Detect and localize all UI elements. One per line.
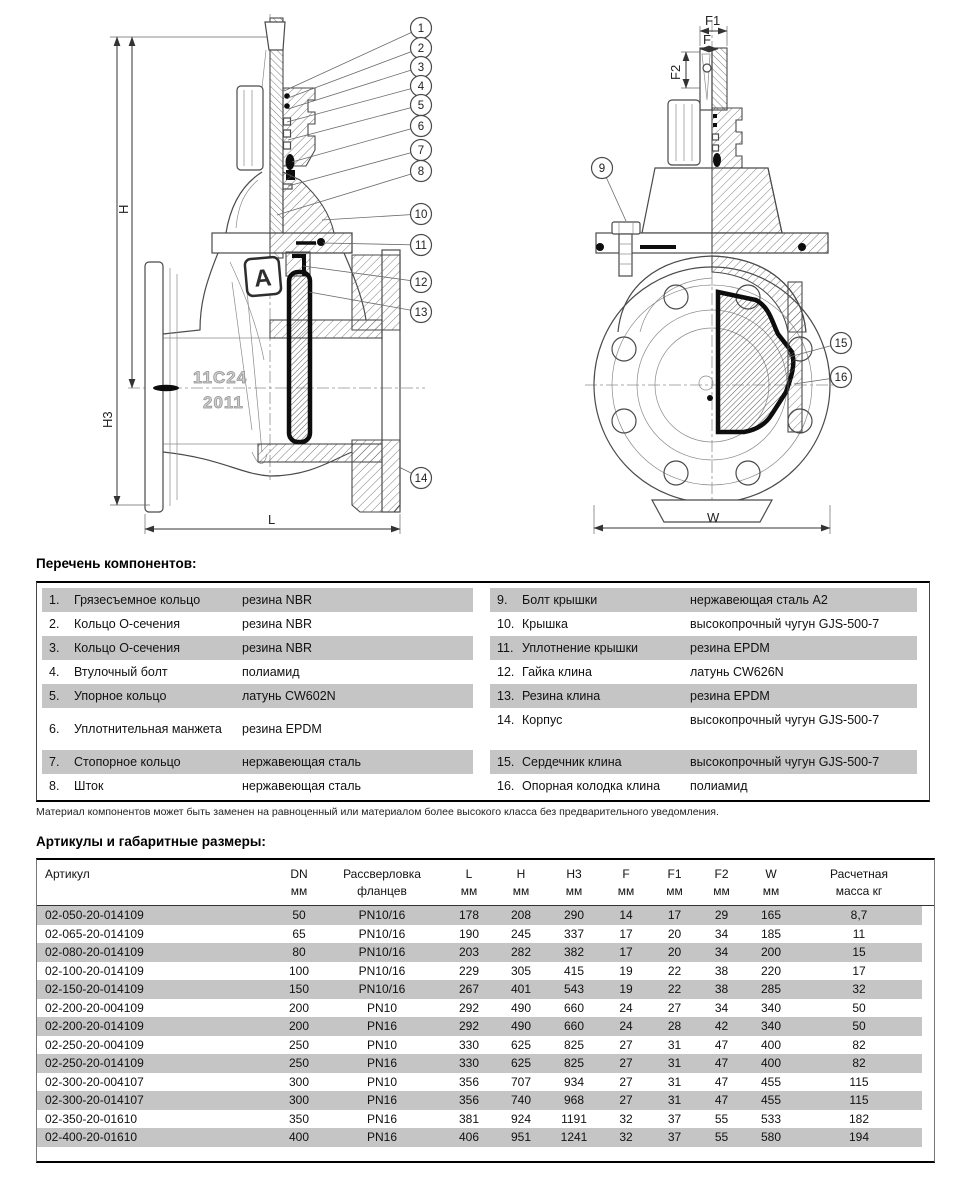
column-header-unit: мм [762, 884, 780, 898]
component-material: высокопрочный чугун GJS-500-7 [690, 713, 880, 727]
table-row [37, 999, 922, 1018]
table-cell: 337 [563, 926, 585, 941]
callout-number: 16 [834, 372, 848, 384]
component-row [490, 612, 917, 636]
stem-section [270, 18, 283, 258]
component-number: 6. [49, 722, 60, 736]
table-cell: 200 [288, 1019, 310, 1033]
dim-label-f2: F2 [668, 64, 683, 80]
side-view [100, 14, 432, 534]
component-material: нержавеющая сталь [242, 755, 362, 769]
component-row [42, 588, 473, 612]
table-cell: 28 [667, 1019, 682, 1033]
table-cell: 19 [619, 963, 633, 978]
component-material: полиамид [242, 665, 300, 679]
column-header: W [765, 867, 777, 881]
table-cell: 02-400-20-01610 [45, 1130, 138, 1144]
component-number: 4. [49, 665, 60, 679]
table-cell: PN16 [366, 1019, 398, 1033]
table-cell: 381 [458, 1111, 480, 1126]
table-cell: 80 [292, 945, 306, 959]
table-row [37, 1017, 922, 1036]
table-cell: 400 [760, 1056, 782, 1070]
callout-number: 5 [417, 100, 425, 112]
stem-flat [700, 48, 712, 110]
table-cell: PN16 [366, 1130, 398, 1144]
table-cell: 660 [563, 1019, 585, 1033]
table-cell: 1191 [561, 1111, 587, 1126]
table-cell: 02-050-20-014109 [45, 908, 144, 922]
table-cell: 50 [852, 1019, 866, 1033]
components-table [36, 581, 930, 802]
table-cell: 15 [852, 945, 866, 959]
component-material: высокопрочный чугун GJS-500-7 [690, 617, 880, 631]
table-cell: 02-350-20-01610 [45, 1111, 138, 1126]
component-number: 7. [49, 755, 60, 769]
table-cell: 34 [714, 926, 729, 941]
column-header-unit: мм [713, 884, 730, 898]
table-cell: 300 [288, 1074, 310, 1089]
table-cell: 203 [458, 945, 480, 959]
table-cell: 625 [510, 1037, 532, 1052]
component-number: 13. [497, 689, 515, 703]
table-cell: 194 [848, 1130, 870, 1144]
column-header: DN [290, 867, 308, 881]
table-cell: 490 [510, 1000, 532, 1015]
table-cell: PN16 [366, 1056, 398, 1070]
table-cell: 282 [510, 945, 532, 959]
flange-face-mark [153, 385, 179, 391]
component-name: Болт крышки [522, 593, 598, 607]
callout-number: 9 [598, 163, 606, 175]
gland-section [283, 88, 315, 166]
table-cell: 707 [510, 1074, 532, 1089]
table-cell: 740 [510, 1093, 532, 1107]
table-cell: 47 [714, 1093, 729, 1107]
column-header-unit: мм [666, 884, 683, 898]
svg-text:A: A [252, 264, 273, 293]
table-cell: 340 [760, 1000, 782, 1015]
component-name: Упорное кольцо [74, 689, 167, 703]
component-name: Кольцо О-сечения [74, 641, 180, 655]
cast-mark-line2: 2011 [203, 393, 244, 412]
stem-hole [703, 64, 711, 72]
component-row [42, 708, 473, 750]
component-material: латунь CW626N [690, 665, 784, 679]
component-material: высокопрочный чугун GJS-500-7 [690, 755, 880, 769]
component-row [42, 636, 473, 660]
table-row [37, 962, 922, 981]
component-name: Опорная колодка клина [522, 779, 661, 793]
dimensions-table-body [37, 906, 934, 1147]
column-header: Рассверловка [343, 867, 421, 881]
table-cell: 490 [510, 1019, 532, 1033]
callout-number: 13 [414, 307, 428, 319]
table-cell: 580 [760, 1130, 782, 1144]
component-name: Гайка клина [522, 665, 592, 679]
table-cell: 02-300-20-004107 [45, 1074, 144, 1089]
component-name: Уплотнение крышки [522, 641, 639, 655]
table-cell: 1241 [560, 1130, 588, 1144]
dim-label-f1: F1 [705, 13, 721, 28]
table-cell: 220 [760, 963, 782, 978]
table-row [37, 980, 922, 999]
callout-number: 14 [414, 473, 428, 485]
table-cell: PN10/16 [358, 945, 406, 959]
table-cell: 250 [288, 1056, 310, 1070]
table-cell: 37 [667, 1130, 682, 1144]
column-header-unit: мм [460, 884, 478, 898]
callout-number: 6 [417, 121, 425, 133]
column-header-unit: масса кг [835, 884, 883, 898]
table-cell: 24 [619, 1019, 633, 1033]
callout-number: 12 [414, 277, 428, 289]
component-material: резина EPDM [242, 722, 322, 736]
callout-number: 8 [417, 166, 425, 178]
table-cell: 22 [667, 982, 682, 996]
table-cell: 32 [619, 1130, 633, 1144]
table-cell: 406 [458, 1130, 480, 1144]
component-number: 5. [49, 689, 60, 703]
table-cell: 32 [852, 982, 866, 996]
component-number: 16. [497, 779, 515, 793]
dimensions-table [36, 858, 935, 1163]
column-header-unit: мм [617, 884, 635, 898]
table-row [37, 1128, 922, 1147]
table-cell: PN10 [366, 1074, 398, 1089]
component-number: 1. [49, 593, 60, 607]
table-cell: 02-100-20-014109 [45, 963, 144, 978]
table-cell: 02-300-20-014107 [45, 1093, 144, 1107]
table-cell: 356 [458, 1074, 480, 1089]
table-cell: 17 [852, 963, 866, 978]
callout-number: 4 [417, 81, 425, 93]
component-name: Крышка [522, 617, 568, 631]
table-row [37, 943, 922, 962]
table-cell: 17 [619, 926, 633, 941]
table-cell: 455 [760, 1074, 782, 1089]
component-number: 11. [497, 641, 514, 655]
table-cell: 229 [458, 963, 480, 978]
table-cell: 356 [458, 1093, 480, 1107]
column-header: H [516, 867, 526, 881]
dimensions-title: Артикулы и габаритные размеры: [36, 834, 266, 849]
table-cell: 100 [288, 963, 310, 978]
table-cell: 38 [714, 963, 729, 978]
table-cell: 02-250-20-004109 [45, 1037, 144, 1052]
table-cell: 42 [714, 1019, 729, 1033]
brand-logo [244, 257, 281, 297]
table-cell: PN10 [366, 1037, 398, 1052]
table-cell: 55 [714, 1130, 729, 1144]
table-cell: 190 [458, 926, 480, 941]
component-number: 2. [49, 617, 60, 631]
column-header: Расчетная [830, 867, 888, 881]
callout-number: 1 [417, 23, 425, 35]
table-cell: 27 [619, 1093, 633, 1107]
table-cell: 24 [619, 1000, 633, 1015]
callout-number: 3 [417, 62, 425, 74]
table-cell: 330 [458, 1056, 480, 1070]
table-cell: 267 [458, 982, 480, 996]
component-row [42, 660, 473, 684]
dim-label-w: W [707, 510, 720, 525]
table-cell: 02-250-20-014109 [45, 1056, 144, 1070]
component-name: Стопорное кольцо [74, 755, 181, 769]
column-header-unit: фланцев [357, 884, 407, 898]
callout-number: 2 [417, 43, 425, 55]
dim-label-l: L [268, 512, 276, 527]
table-cell: 625 [510, 1056, 532, 1070]
callout-leader [322, 214, 421, 220]
component-name: Корпус [522, 713, 563, 727]
table-cell: 415 [563, 963, 585, 978]
table-cell: 34 [714, 1000, 729, 1015]
component-name: Резина клина [522, 689, 601, 703]
table-cell: 11 [852, 926, 866, 941]
component-number: 10. [497, 617, 515, 631]
component-name: Кольцо О-сечения [74, 617, 180, 631]
column-header-unit: мм [512, 884, 530, 898]
table-cell: 31 [667, 1093, 682, 1107]
component-number: 9. [497, 593, 508, 607]
column-header: F2 [714, 867, 729, 881]
table-cell: 82 [852, 1037, 866, 1052]
gland-bushing-outside [237, 86, 263, 170]
table-cell: PN10/16 [358, 982, 406, 996]
component-number: 3. [49, 641, 60, 655]
component-name: Шток [74, 779, 104, 793]
component-material: латунь CW602N [242, 689, 336, 703]
table-cell: 401 [510, 982, 532, 996]
dim-label-f: F [703, 32, 711, 47]
table-row [37, 1036, 922, 1055]
wedge-rubber-profile [289, 272, 310, 442]
table-cell: 825 [563, 1037, 585, 1052]
table-cell: 8,7 [850, 908, 868, 922]
component-material: резина NBR [242, 641, 313, 655]
table-cell: 400 [288, 1130, 310, 1144]
table-cell: 340 [760, 1019, 782, 1033]
table-cell: 825 [563, 1056, 585, 1070]
table-cell: 285 [760, 982, 782, 996]
table-cell: 924 [510, 1111, 532, 1126]
table-cell: 02-065-20-014109 [45, 926, 144, 941]
component-material: нержавеющая сталь A2 [690, 593, 828, 607]
table-cell: 350 [288, 1111, 310, 1126]
table-cell: 50 [292, 908, 306, 922]
table-cell: 208 [510, 908, 532, 922]
table-row [37, 1110, 922, 1129]
table-cell: 50 [852, 1000, 866, 1015]
table-cell: 185 [760, 926, 782, 941]
table-cell: 47 [714, 1037, 729, 1052]
component-name: Втулочный болт [74, 665, 168, 679]
column-header: F [622, 867, 630, 881]
table-row [37, 925, 922, 944]
dim-label-h3: H3 [100, 411, 115, 428]
table-cell: 34 [714, 945, 729, 959]
table-cell: PN10/16 [358, 926, 406, 941]
component-row [490, 660, 917, 684]
table-cell: 31 [667, 1074, 682, 1089]
callout-leader [284, 28, 421, 91]
table-cell: 305 [510, 963, 532, 978]
component-name: Грязесъемное кольцо [74, 593, 201, 607]
table-cell: 27 [619, 1056, 633, 1070]
table-cell: PN10/16 [358, 908, 406, 922]
end-view [585, 13, 852, 534]
table-cell: PN10/16 [358, 963, 406, 978]
o-ring-2 [284, 103, 290, 109]
column-header: Артикул [45, 867, 90, 881]
table-cell: 38 [714, 982, 729, 996]
table-row [37, 1073, 922, 1092]
table-cell: 82 [852, 1056, 866, 1070]
bonnet-bolt-shaft [619, 234, 632, 276]
table-cell: 37 [667, 1111, 682, 1126]
column-spacer [490, 732, 917, 750]
table-cell: 32 [619, 1111, 633, 1126]
table-cell: 29 [714, 908, 729, 922]
table-cell: 27 [667, 1000, 682, 1015]
bonnet-section [283, 172, 334, 233]
table-cell: 934 [563, 1074, 585, 1089]
table-cell: 115 [849, 1074, 869, 1089]
table-cell: 400 [760, 1037, 782, 1052]
component-row [42, 774, 473, 798]
component-row [490, 708, 917, 732]
table-cell: 02-200-20-014109 [45, 1019, 144, 1033]
table-cell: 20 [667, 926, 682, 941]
table-cell: 543 [563, 982, 585, 996]
component-row [490, 750, 917, 774]
column-header: L [465, 867, 473, 881]
component-row [42, 684, 473, 708]
column-header-unit [37, 883, 277, 900]
component-row [490, 684, 917, 708]
table-cell: 02-080-20-014109 [45, 945, 144, 959]
table-cell: 660 [563, 1000, 585, 1015]
thrust-ring-3 [284, 142, 291, 149]
callout-number: 7 [417, 145, 425, 157]
table-cell: 200 [288, 1000, 310, 1015]
component-row [490, 774, 917, 798]
table-cell: 250 [288, 1037, 310, 1052]
table-cell: 17 [619, 945, 633, 959]
table-cell: 290 [563, 908, 585, 922]
dim-label-h: H [116, 204, 131, 214]
bonnet-gasket [317, 238, 325, 246]
table-cell: 533 [760, 1111, 782, 1126]
table-cell: PN16 [366, 1111, 398, 1126]
component-row [42, 612, 473, 636]
component-material: нержавеющая сталь [242, 779, 362, 793]
column-header-unit: мм [290, 884, 308, 898]
component-row [490, 636, 917, 660]
column-header-unit: мм [565, 884, 583, 898]
table-row [37, 906, 922, 925]
table-cell: 968 [563, 1093, 585, 1107]
table-cell: 27 [619, 1037, 633, 1052]
table-cell: 17 [667, 908, 682, 922]
valve-technical-drawing [0, 0, 960, 548]
component-material: резина EPDM [690, 641, 770, 655]
table-cell: 182 [848, 1111, 870, 1126]
component-name: Уплотнительная манжета [74, 722, 222, 736]
table-cell: 292 [458, 1000, 480, 1015]
table-cell: 55 [714, 1111, 729, 1126]
table-cell: 951 [510, 1130, 532, 1144]
component-number: 12. [497, 665, 515, 679]
table-cell: 292 [458, 1019, 480, 1033]
table-cell: 115 [849, 1093, 869, 1107]
table-cell: 02-200-20-004109 [45, 1000, 144, 1015]
table-cell: 245 [510, 926, 532, 941]
table-cell: 22 [667, 963, 682, 978]
table-cell: 20 [667, 945, 682, 959]
component-material: резина NBR [242, 617, 313, 631]
components-column-left [37, 588, 483, 800]
callout-number: 11 [415, 240, 427, 252]
table-cell: 330 [458, 1037, 480, 1052]
cast-mark-line1: 11C24 [193, 368, 248, 387]
table-cell: 31 [667, 1056, 682, 1070]
table-cell: 31 [667, 1037, 682, 1052]
component-row [490, 588, 917, 612]
table-cell: 47 [714, 1074, 729, 1089]
table-row [37, 1091, 922, 1110]
table-cell: 200 [760, 945, 782, 959]
component-material: резина EPDM [690, 689, 770, 703]
bonnet-bolt-head [612, 222, 640, 234]
table-cell: 382 [563, 945, 585, 959]
components-title: Перечень компонентов: [36, 556, 197, 571]
dimensions-table-header [37, 860, 934, 906]
table-cell: 65 [292, 926, 306, 941]
table-row [37, 1054, 922, 1073]
table-cell: 47 [714, 1056, 729, 1070]
component-material: резина NBR [242, 593, 313, 607]
component-number: 15. [497, 755, 515, 769]
table-cell: 165 [760, 908, 782, 922]
table-cell: 300 [288, 1093, 310, 1107]
column-header: F1 [667, 867, 682, 881]
table-cell: PN16 [366, 1093, 398, 1107]
thrust-ring-2 [284, 130, 291, 137]
stem-cap [265, 22, 285, 50]
component-name: Сердечник клина [522, 755, 622, 769]
materials-note: Материал компонентов может быть заменен на равноценный или материалом более высокого класса без предварительного уведомления. [36, 806, 719, 818]
table-cell: 455 [760, 1093, 782, 1107]
table-cell: 150 [288, 982, 310, 996]
component-number: 14. [497, 713, 515, 727]
callout-number: 10 [414, 209, 428, 221]
component-number: 8. [49, 779, 60, 793]
table-cell: PN10 [366, 1000, 398, 1015]
table-cell: 19 [619, 982, 633, 996]
table-cell: 02-150-20-014109 [45, 982, 144, 996]
callout-number: 15 [834, 338, 848, 350]
column-header: H3 [566, 867, 582, 881]
table-cell: 27 [619, 1074, 633, 1089]
component-material: полиамид [690, 779, 748, 793]
table-cell: 14 [619, 908, 633, 922]
table-cell: 178 [458, 908, 480, 922]
component-row [42, 750, 473, 774]
components-column-right [483, 588, 929, 800]
